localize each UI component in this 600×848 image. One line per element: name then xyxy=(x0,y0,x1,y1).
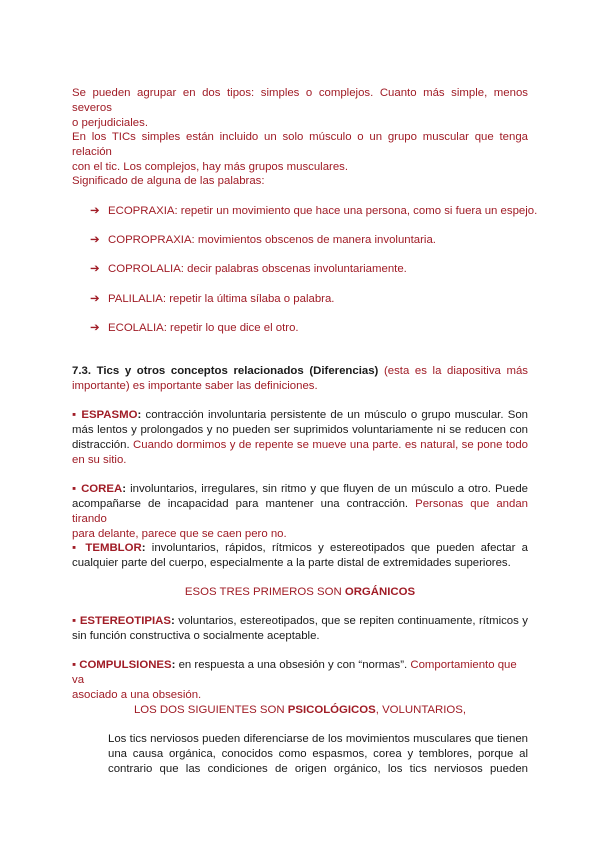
temblor-paragraph: ▪ TEMBLOR: involuntarios, rápidos, rítmicos y estereotipados que pueden afectar a cualquier parte del cuerpo, especialmente a la parte distal de extremidades superiores. xyxy=(72,542,528,569)
arrow-right-icon: ➔ xyxy=(90,234,100,246)
intro-line-2: o perjudiciales. xyxy=(72,117,148,129)
section-note-start: (esta es la diapositiva más xyxy=(378,365,528,377)
section-heading xyxy=(72,364,528,394)
estereotipias-term: ESTEREOTIPIAS xyxy=(79,615,171,627)
corea-paragraph: ▪ COREA: involuntarios, irregulares, sin ritmo y que fluyen de un músculo a otro. Puede acompañarse de incapacidad para mantener una contracción. Personas que andan tirando para delante, parece que se caen pero no. xyxy=(72,483,529,540)
significado-label: Significado de alguna de las palabras: xyxy=(72,175,265,187)
definition-item xyxy=(90,262,407,277)
compulsiones-term: COMPULSIONES xyxy=(79,659,172,671)
tics-line-1: En los TICs simples están incluido un solo músculo o un grupo muscular que tenga relación xyxy=(72,131,528,158)
definition-text: ECOPRAXIA: repetir un movimiento que hace una persona, como si fuera un espejo. xyxy=(108,205,538,217)
section-title: 7.3. Tics y otros conceptos relacionados (Diferencias) xyxy=(72,365,379,377)
intro-line-1: Se pueden agrupar en dos tipos: simples o complejos. Cuanto más simple, menos severos xyxy=(72,87,528,114)
compulsiones-paragraph: ▪ COMPULSIONES: en respuesta a una obsesión y con “normas”. Comportamiento que va asociado a una obsesión. xyxy=(72,659,517,701)
arrow-right-icon: ➔ xyxy=(90,205,100,217)
espasmo-term: ESPASMO xyxy=(81,409,138,421)
definition-text: ECOLALIA: repetir lo que dice el otro. xyxy=(108,322,299,334)
section-heading-line-1 xyxy=(72,364,528,379)
bullet-square-icon: ▪ xyxy=(72,659,77,671)
bullet-square-icon: ▪ xyxy=(72,483,77,495)
corea-term: COREA xyxy=(81,483,123,495)
espasmo-paragraph: ▪ ESPASMO: contracción involuntaria persistente de un músculo o grupo muscular. Son más lentos y prolongados y no pueden ser suprimidos voluntariamente ni se reducen con distracción. Cuando dormimos y de repente se mueve una parte. es natural, se pone todo en su sitio. xyxy=(72,409,528,466)
temblor-term: TEMBLOR xyxy=(85,542,142,554)
tics-paragraph xyxy=(72,130,528,175)
definition-item xyxy=(90,204,537,219)
psicologicos-heading: LOS DOS SIGUIENTES SON PSICOLÓGICOS, VOLUNTARIOS, xyxy=(133,704,467,716)
organicos-heading: ESOS TRES PRIMEROS SON ORGÁNICOS xyxy=(184,586,416,598)
intro-paragraph xyxy=(72,86,528,131)
arrow-right-icon: ➔ xyxy=(90,322,100,334)
tics-line-2: con el tic. Los complejos, hay más grupos musculares. xyxy=(72,161,349,173)
definition-text: PALILALIA: repetir la última sílaba o palabra. xyxy=(108,293,335,305)
bullet-square-icon: ▪ xyxy=(72,409,78,421)
definition-item xyxy=(90,292,334,307)
arrow-right-icon: ➔ xyxy=(90,263,100,275)
arrow-right-icon: ➔ xyxy=(90,293,100,305)
definition-item xyxy=(90,233,436,248)
closing-paragraph: Los tics nerviosos pueden diferenciarse de los movimientos musculares que tienen una causa orgánica, conocidos como espasmos, corea y temblores, porque al contrario que las condiciones de origen orgánico, los tics nerviosos pueden xyxy=(108,733,528,775)
estereotipias-paragraph: ▪ ESTEREOTIPIAS: voluntarios, estereotipados, que se repiten continuamente, rítmicos y sin función constructiva o socialmente aceptable. xyxy=(72,615,528,642)
definition-text: COPROPRAXIA: movimientos obscenos de manera involuntaria. xyxy=(108,234,436,246)
section-note-end: importante) es importante saber las definiciones. xyxy=(72,380,318,392)
bullet-square-icon: ▪ xyxy=(72,542,80,554)
definition-text: COPROLALIA: decir palabras obscenas involuntariamente. xyxy=(108,263,407,275)
bullet-square-icon: ▪ xyxy=(72,615,77,627)
definition-item xyxy=(90,321,299,336)
